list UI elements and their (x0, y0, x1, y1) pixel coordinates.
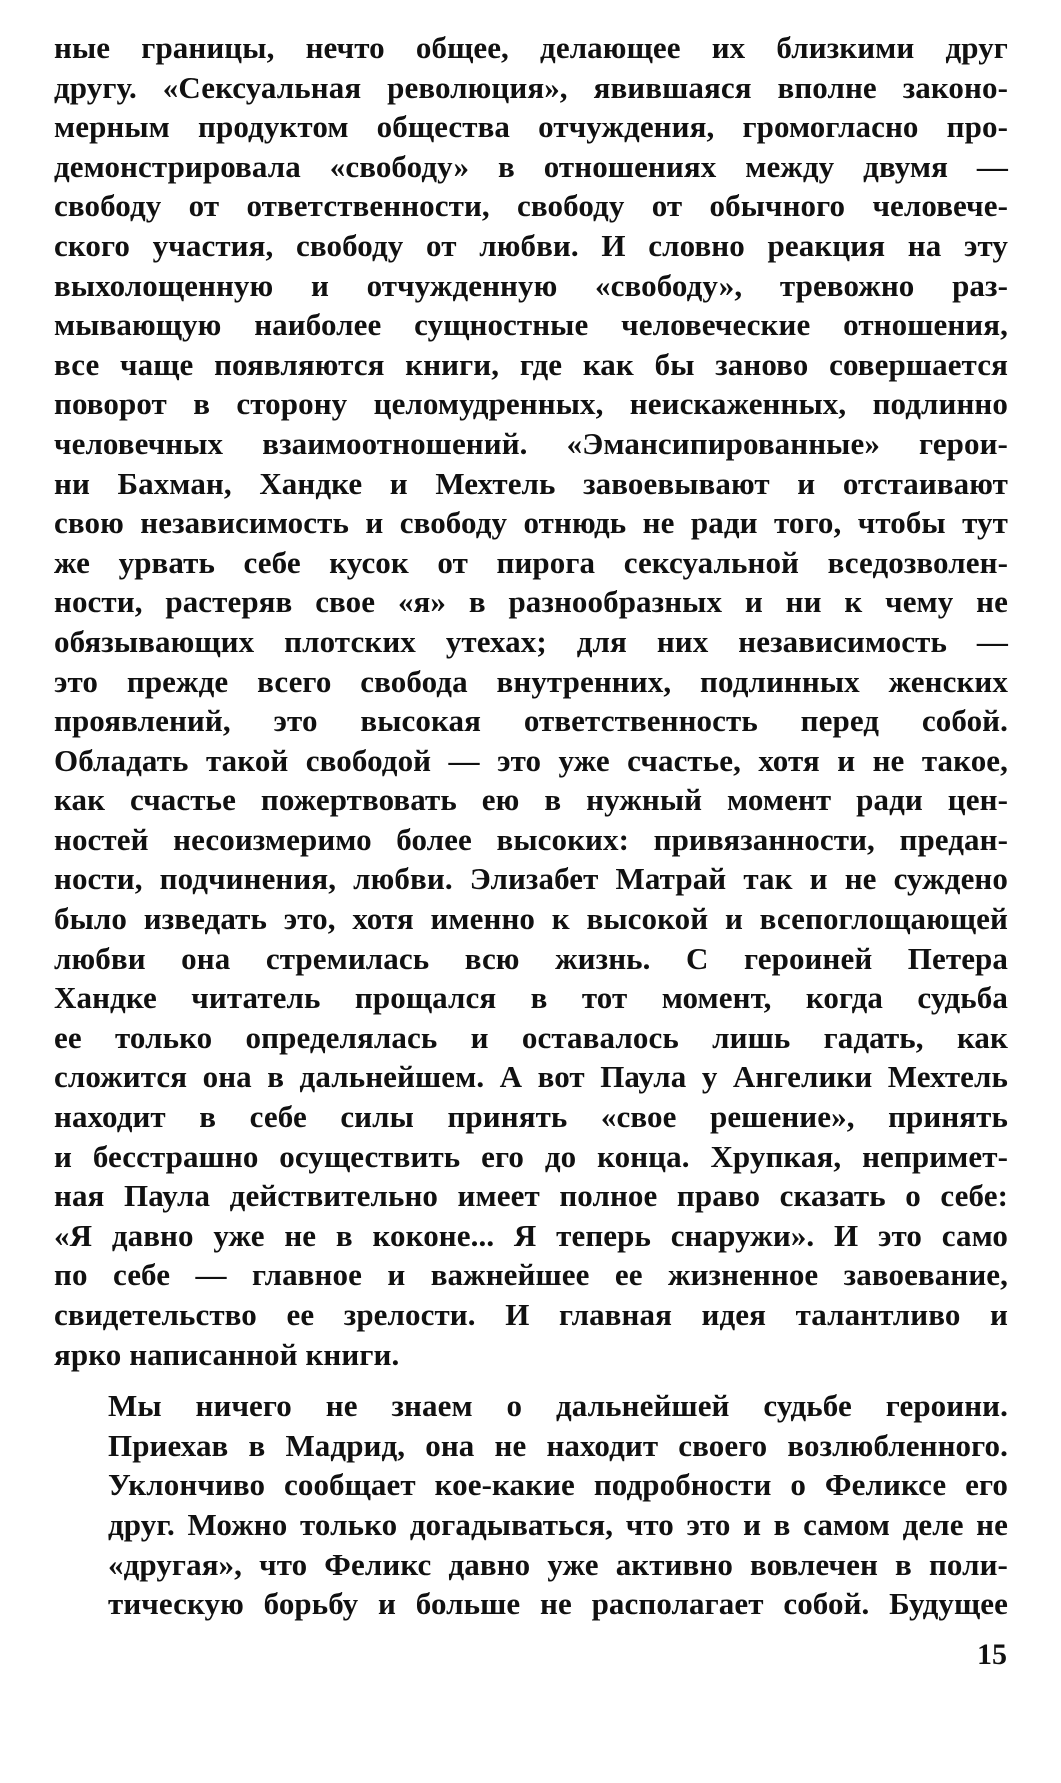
text-line: Уклончиво сообщает кое-какие подробности о Феликсе его (108, 1467, 1008, 1503)
text-line: свою независимость и свободу отнюдь не ради того, чтобы тут (54, 505, 1008, 541)
text-line: Мы ничего не знаем о дальнейшей судьбе героини. (108, 1388, 1008, 1424)
text-line: ее только определялась и оставалось лишь гадать, как (54, 1019, 1008, 1055)
text-line: находит в себе силы принять «свое решение», принять (54, 1099, 1008, 1135)
text-line: мерным продуктом общества отчуждения, громогласно про- (54, 109, 1008, 145)
text-line: по себе — главное и важнейшее ее жизненное завоевание, (54, 1257, 1008, 1293)
text-line: было изведать это, хотя именно к высокой и всепоглощающей (54, 901, 1008, 937)
text-line: другу. «Сексуальная революция», явившаяся вполне законо- (54, 69, 1008, 105)
paragraph-1 (54, 28, 1008, 1374)
text-line: ярко написанной книги. (54, 1336, 400, 1372)
text-line: обязывающих плотских утехах; для них независимость — (54, 623, 1008, 659)
text-line: сложится она в дальнейшем. А вот Паула у Ангелики Мехтель (54, 1059, 1008, 1095)
page-body (54, 28, 1008, 1624)
text-line: друг. Можно только догадываться, что это и в самом деле не (108, 1506, 1008, 1542)
text-line: мывающую наиболее сущностные человеческие отношения, (54, 307, 1008, 343)
text-line: тическую борьбу и больше не располагает собой. Будущее (108, 1586, 1008, 1622)
text-line: любви она стремилась всю жизнь. С героиней Петера (54, 940, 1008, 976)
text-line: Приехав в Мадрид, она не находит своего возлюбленного. (108, 1427, 1008, 1463)
text-line: ского участия, свободу от любви. И словно реакция на эту (54, 227, 1008, 263)
text-line: поворот в сторону целомудренных, неискаженных, подлинно (54, 386, 1008, 422)
text-line: как счастье пожертвовать ею в нужный момент ради цен- (54, 782, 1008, 818)
text-line: ностей несоизмеримо более высоких: привязанности, предан- (54, 821, 1008, 857)
text-line: проявлений, это высокая ответственность перед собой. (54, 703, 1008, 739)
text-line: демонстрировала «свободу» в отношениях между двумя — (54, 148, 1008, 184)
text-line: это прежде всего свобода внутренних, подлинных женских (54, 663, 1008, 699)
text-line: ности, подчинения, любви. Элизабет Матрай так и не суждено (54, 861, 1008, 897)
page-number: 15 (977, 1638, 1007, 1671)
text-line: ни Бахман, Хандке и Мехтель завоевывают и отстаивают (54, 465, 1008, 501)
text-line: ности, растеряв свое «я» в разнообразных и ни к чему не (54, 584, 1008, 620)
text-line: выхолощенную и отчужденную «свободу», тревожно раз- (54, 267, 1008, 303)
text-line: свободу от ответственности, свободу от обычного человече- (54, 188, 1008, 224)
text-line: Обладать такой свободой — это уже счастье, хотя и не такое, (54, 742, 1008, 778)
text-line: ная Паула действительно имеет полное право сказать о себе: (54, 1178, 1008, 1214)
text-line: все чаще появляются книги, где как бы заново совершается (54, 346, 1008, 382)
text-line: же урвать себе кусок от пирога сексуальной вседозволен- (54, 544, 1008, 580)
text-line: ные границы, нечто общее, делающее их близкими друг (54, 30, 1008, 65)
text-line: Хандке читатель прощался в тот момент, когда судьба (54, 980, 1008, 1016)
text-line: человечных взаимоотношений. «Эмансипированные» герои- (54, 425, 1008, 461)
text-line: свидетельство ее зрелости. И главная идея талантливо и (54, 1297, 1008, 1332)
text-line: «Я давно уже не в коконе... Я теперь снаружи». И это само (54, 1217, 1008, 1253)
text-line: «другая», что Феликс давно уже активно вовлечен в поли- (108, 1546, 1008, 1582)
text-line: и бесстрашно осуществить его до конца. Хрупкая, непримет- (54, 1138, 1008, 1174)
paragraph-2 (54, 1386, 1008, 1624)
